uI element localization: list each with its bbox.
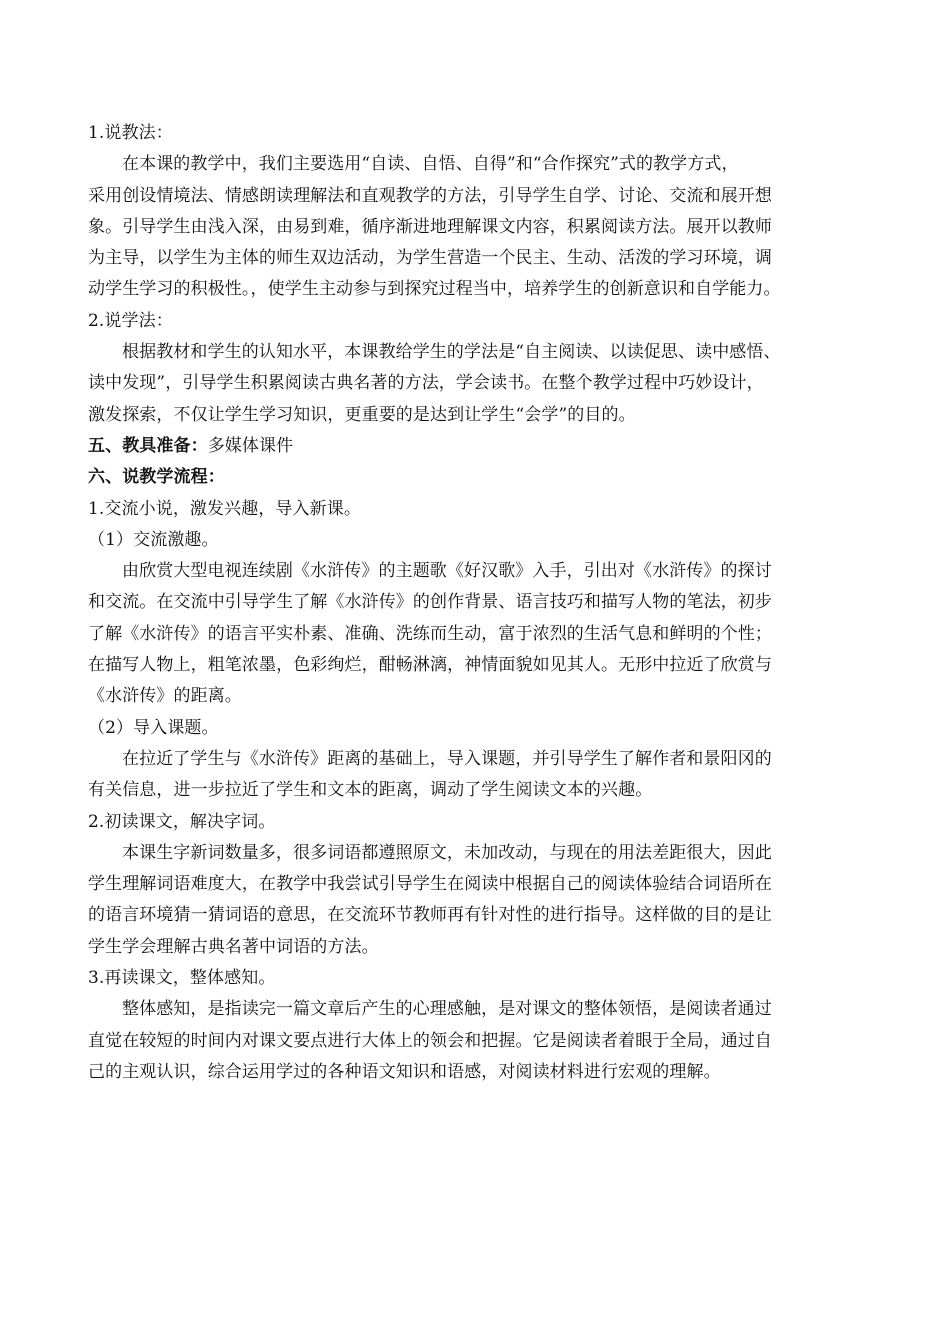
paragraph-line: 直觉在较短的时间内对课文要点进行大体上的领会和把握。它是阅读者着眼于全局，通过自 bbox=[88, 1030, 772, 1051]
sub-step-title: （2）导入课题。 bbox=[88, 717, 219, 738]
sub-step-title: （1）交流激趣。 bbox=[88, 529, 219, 550]
heading-teaching-process: 六、说教学流程： bbox=[88, 467, 225, 488]
paragraph-line: 和交流。在交流中引导学生了解《水浒传》的创作背景、语言技巧和描写人物的笔法，初步 bbox=[88, 592, 772, 613]
teaching-aids-heading: 五、教具准备： bbox=[88, 435, 208, 456]
paragraph-line: 激发探索，不仅让学生学习知识，更重要的是达到让学生“会学”的目的。 bbox=[88, 404, 636, 425]
paragraph-line: 为主导，以学生为主体的师生双边活动，为学生营造一个民主、生动、活泼的学习环境，调 bbox=[88, 248, 772, 269]
paragraph-line: 动学生学习的积极性。，使学生主动参与到探究过程当中，培养学生的创新意识和自学能力。 bbox=[88, 279, 781, 300]
paragraph-line: 了解《水浒传》的语言平实朴素、准确、洗练而生动，富于浓烈的生活气息和鲜明的个性； bbox=[88, 623, 772, 644]
paragraph-line: 有关信息，进一步拉近了学生和文本的距离，调动了学生阅读文本的兴趣。 bbox=[88, 780, 653, 801]
paragraph-line: 在描写人物上，粗笔浓墨，色彩绚烂，酣畅淋漓，神情面貌如见其人。无形中拉近了欣赏与 bbox=[88, 655, 772, 676]
paragraph-line: 学生学会理解古典名著中词语的方法。 bbox=[88, 936, 379, 957]
teaching-aids-content: 多媒体课件 bbox=[207, 435, 294, 456]
paragraph-line: 的语言环境猜一猜词语的意思，在交流环节教师再有针对性的进行指导。这样做的目的是让 bbox=[88, 905, 772, 926]
step-title: 2.初读课文，解决字词。 bbox=[88, 811, 276, 832]
paragraph-line: 整体感知，是指读完一篇文章后产生的心理感触，是对课文的整体领悟，是阅读者通过 bbox=[122, 999, 772, 1020]
paragraph-line: 己的主观认识，综合运用学过的各种语文知识和语感，对阅读材料进行宏观的理解。 bbox=[88, 1061, 721, 1082]
section-title-learning-method: 2.说学法： bbox=[88, 310, 173, 331]
heading-teaching-aids bbox=[88, 431, 878, 462]
paragraph-line: 在本课的教学中，我们主要选用“自读、自悟、自得”和“合作探究”式的教学方式， bbox=[122, 154, 739, 175]
paragraph-line: 学生理解词语难度大，在教学中我尝试引导学生在阅读中根据自己的阅读体验结合词语所在 bbox=[88, 874, 772, 895]
document-body bbox=[88, 118, 878, 1088]
paragraph-line: 读中发现”，引导学生积累阅读古典名著的方法，学会读书。在整个教学过程中巧妙设计， bbox=[88, 373, 764, 394]
step-title: 3.再读课文，整体感知。 bbox=[88, 968, 276, 989]
section-title-teaching-method: 1.说教法： bbox=[88, 123, 173, 143]
step-title: 1.交流小说，激发兴趣，导入新课。 bbox=[88, 498, 361, 519]
paragraph-line: 《水浒传》的距离。 bbox=[88, 686, 242, 707]
paragraph-line: 采用创设情境法、情感朗读理解法和直观教学的方法，引导学生自学、讨论、交流和展开想 bbox=[88, 185, 772, 206]
paragraph-line: 根据教材和学生的认知水平，本课教给学生的学法是“自主阅读、以读促思、读中感悟、 bbox=[122, 342, 781, 363]
paragraph-line: 本课生字新词数量多，很多词语都遵照原文，未加改动，与现在的用法差距很大，因此 bbox=[122, 842, 772, 863]
paragraph-line: 在拉近了学生与《水浒传》距离的基础上，导入课题，并引导学生了解作者和景阳冈的 bbox=[122, 748, 772, 769]
paragraph-line: 象。引导学生由浅入深，由易到难，循序渐进地理解课文内容，积累阅读方法。展开以教师 bbox=[88, 216, 772, 237]
paragraph-line: 由欣赏大型电视连续剧《水浒传》的主题歌《好汉歌》入手，引出对《水浒传》的探讨 bbox=[122, 561, 772, 582]
